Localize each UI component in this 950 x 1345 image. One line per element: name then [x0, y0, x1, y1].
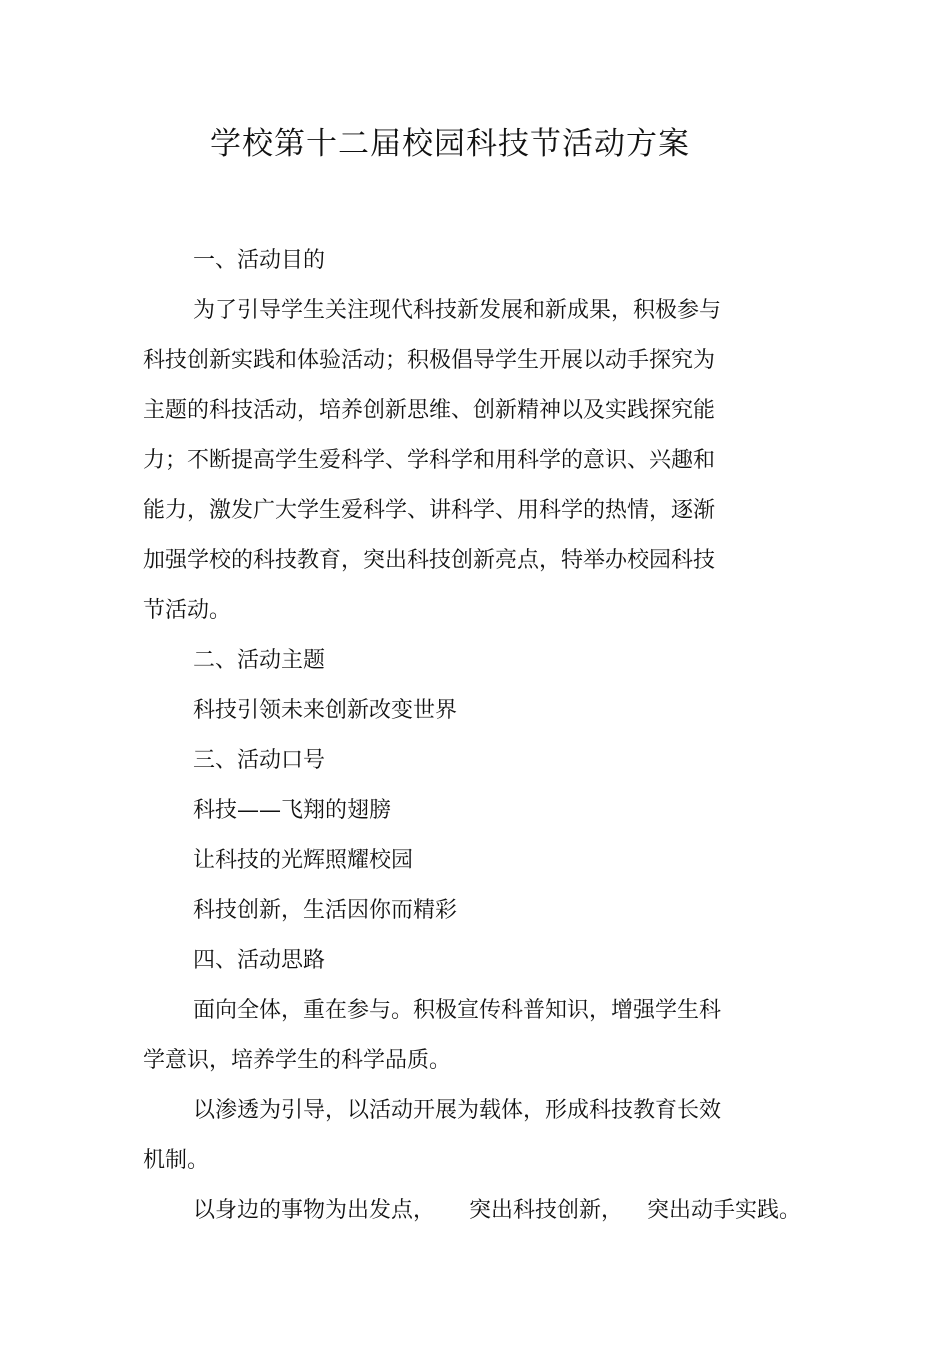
theme-text: 科技引领未来创新改变世界: [193, 698, 458, 723]
paragraph-line: 能力，激发广大学生爱科学、讲科学、用科学的热情，逐渐: [143, 498, 716, 523]
text-segment: 突出动手实践。: [647, 1198, 802, 1223]
slogan-line: 科技——飞翔的翅膀: [193, 798, 392, 823]
section-heading-slogan: 三、活动口号: [193, 748, 326, 773]
paragraph-line: 机制。: [143, 1148, 210, 1173]
document-title: 学校第十二届校园科技节活动方案: [210, 126, 690, 162]
paragraph-line: 学意识，培养学生的科学品质。: [143, 1048, 452, 1073]
section-heading-theme: 二、活动主题: [193, 648, 326, 673]
document-body: [143, 236, 802, 1236]
paragraph-line: 科技创新实践和体验活动；积极倡导学生开展以动手探究为: [143, 348, 716, 373]
section-heading-purpose: 一、活动目的: [193, 248, 326, 273]
paragraph-line: [143, 1186, 802, 1236]
paragraph-line: 面向全体，重在参与。积极宣传科普知识，增强学生科: [193, 998, 722, 1023]
paragraph-line: 为了引导学生关注现代科技新发展和新成果，积极参与: [193, 298, 722, 323]
paragraph-line: 主题的科技活动，培养创新思维、创新精神以及实践探究能: [143, 398, 716, 423]
section-heading-approach: 四、活动思路: [193, 948, 326, 973]
paragraph-line: 以渗透为引导，以活动开展为载体，形成科技教育长效: [193, 1098, 722, 1123]
paragraph-line: 力；不断提高学生爱科学、学科学和用科学的意识、兴趣和: [143, 448, 716, 473]
paragraph-line: 加强学校的科技教育，突出科技创新亮点，特举办校园科技: [143, 548, 716, 573]
text-segment: 突出科技创新，: [469, 1198, 624, 1223]
text-segment: 以身边的事物为出发点，: [193, 1198, 436, 1223]
slogan-line: 科技创新，生活因你而精彩: [193, 898, 458, 923]
paragraph-line: 节活动。: [143, 598, 232, 623]
slogan-line: 让科技的光辉照耀校园: [193, 848, 414, 873]
